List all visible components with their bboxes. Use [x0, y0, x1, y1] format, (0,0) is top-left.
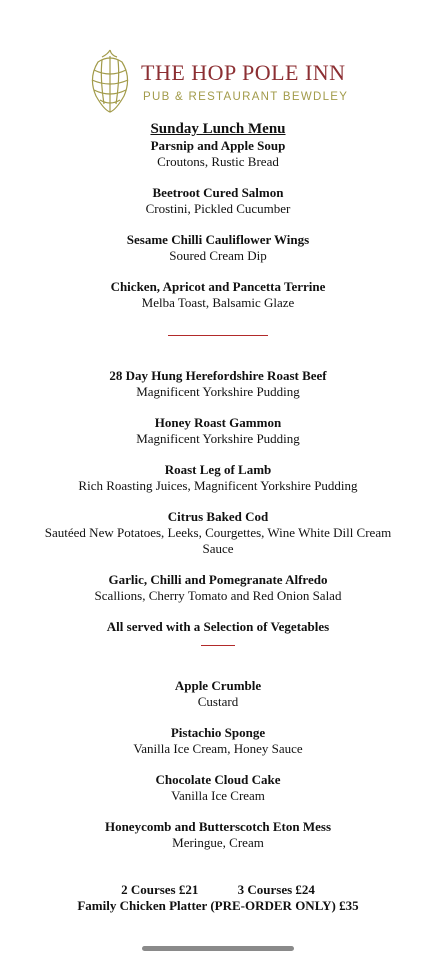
menu-item: [28, 678, 408, 710]
dish-name: Chocolate Cloud Cake: [155, 772, 281, 787]
dish-description: Vanilla Ice Cream, Honey Sauce: [133, 741, 303, 756]
pricing-line: [0, 882, 436, 898]
dish-description: Sautéed New Potatoes, Leeks, Courgettes, Wine White Dill Cream Sauce: [44, 525, 392, 556]
dish-description: Soured Cream Dip: [169, 248, 267, 263]
dish-name: Parsnip and Apple Soup: [150, 138, 286, 153]
dish-description: Scallions, Cherry Tomato and Red Onion Salad: [94, 588, 342, 603]
menu-item: [28, 279, 408, 311]
family-platter-price: Family Chicken Platter (PRE-ORDER ONLY) £35: [77, 898, 359, 913]
dish-name: Apple Crumble: [174, 678, 262, 693]
dish-description: Crostini, Pickled Cucumber: [145, 201, 291, 216]
dish-name: Garlic, Chilli and Pomegranate Alfredo: [108, 572, 328, 587]
dish-name: Honey Roast Gammon: [154, 415, 282, 430]
menu-item: [28, 138, 408, 170]
menu-title: Sunday Lunch Menu: [150, 121, 286, 137]
dish-name: Citrus Baked Cod: [167, 509, 269, 524]
dish-description: Croutons, Rustic Bread: [157, 154, 279, 169]
dish-description: Vanilla Ice Cream: [171, 788, 265, 803]
menu-item: [28, 725, 408, 757]
dish-description: Magnificent Yorkshire Pudding: [136, 384, 300, 399]
home-indicator[interactable]: [142, 946, 294, 951]
menu-item: [28, 462, 408, 494]
dish-description: Meringue, Cream: [172, 835, 264, 850]
mains-note: All served with a Selection of Vegetables: [106, 619, 330, 634]
menu-item: [28, 819, 408, 851]
dish-name: Chicken, Apricot and Pancetta Terrine: [110, 279, 326, 294]
restaurant-header: [0, 44, 436, 118]
restaurant-name: THE HOP POLE INN: [141, 60, 346, 85]
menu-item: [28, 185, 408, 217]
dish-name: 28 Day Hung Herefordshire Roast Beef: [109, 368, 327, 383]
two-course-price: 2 Courses £21: [121, 882, 199, 897]
dish-name: Beetroot Cured Salmon: [152, 185, 284, 200]
menu-item: [28, 415, 408, 447]
three-course-price: 3 Courses £24: [237, 882, 315, 897]
menu-item: [28, 368, 408, 400]
restaurant-subtitle: PUB & RESTAURANT BEWDLEY: [143, 91, 349, 103]
menu-item: [28, 572, 408, 604]
menu-item: [28, 232, 408, 264]
hop-cone-icon: [84, 48, 136, 114]
menu-body: [0, 120, 436, 914]
dish-description: Rich Roasting Juices, Magnificent Yorkshire Pudding: [78, 478, 358, 493]
dish-description: Magnificent Yorkshire Pudding: [136, 431, 300, 446]
dish-description: Custard: [197, 694, 239, 709]
dish-name: Sesame Chilli Cauliflower Wings: [126, 232, 310, 247]
dish-description: Melba Toast, Balsamic Glaze: [141, 295, 295, 310]
menu-item: [34, 509, 402, 557]
menu-item: [28, 772, 408, 804]
dish-name: Honeycomb and Butterscotch Eton Mess: [104, 819, 332, 834]
dish-name: Roast Leg of Lamb: [164, 462, 272, 477]
dish-name: Pistachio Sponge: [170, 725, 266, 740]
